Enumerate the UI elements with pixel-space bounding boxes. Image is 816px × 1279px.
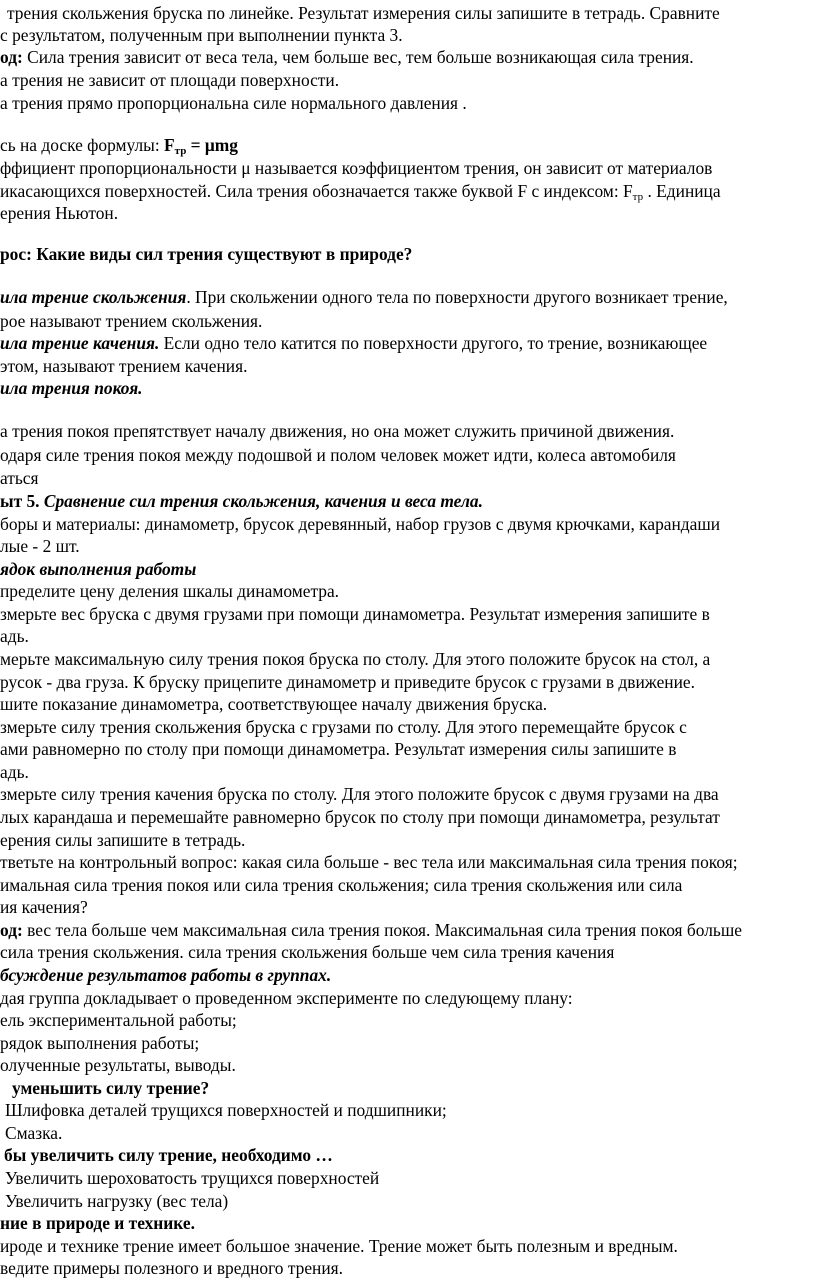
text-run: ироде и технике трение имеет большое значение. Трение может быть полезным и вредным.: [0, 1236, 678, 1256]
text-run: русок - два груза. К бруску прицепите динамометр и приведите брусок с грузами в движение.: [0, 672, 695, 692]
text-run: од:: [0, 47, 23, 67]
text-line: [5, 1167, 379, 1189]
text-line: [0, 444, 676, 466]
text-run: трения скольжения бруска по линейке. Результат измерения силы запишите в тетрадь. Сравните: [7, 3, 720, 23]
text-line: [0, 1009, 237, 1031]
text-run: мерьте максимальную силу трения покоя бруска по столу. Для этого положите брусок на стол, а: [0, 649, 711, 669]
text-run: ила трения покоя.: [0, 378, 143, 398]
text-line: [0, 648, 710, 670]
text-run: ия качения?: [0, 897, 88, 917]
text-run: адь.: [0, 762, 29, 782]
text-run: ила трение качения.: [0, 333, 160, 353]
text-run: одаря силе трения покоя между подошвой и полом человек может идти, колеса автомобиля: [0, 445, 676, 465]
text-line: [0, 513, 720, 535]
text-run: ффициент пропорциональности μ называется коэффициентом трения, он зависит от материалов: [0, 158, 713, 178]
text-line: [0, 1235, 678, 1257]
text-run: икасающихся поверхностей. Сила трения обозначается также буквой F с индексом: F: [0, 181, 633, 201]
text-run: Смазка.: [5, 1123, 63, 1143]
text-line: [0, 851, 738, 873]
text-line: [0, 1032, 199, 1054]
text-run: Увеличить нагрузку (вес тела): [5, 1191, 229, 1211]
text-run: ель экспериментальной работы;: [0, 1010, 237, 1030]
text-line: [0, 874, 682, 896]
text-line: [0, 1212, 195, 1234]
text-run: олученные результаты, выводы.: [0, 1055, 236, 1075]
text-run: дая группа докладывает о проведенном эксперименте по следующему плану:: [0, 988, 573, 1008]
text-run: с результатом, полученным при выполнении пункта 3.: [0, 25, 403, 45]
text-line: [0, 355, 247, 377]
text-line: [0, 243, 412, 265]
text-line: [0, 558, 196, 580]
text-line: [12, 1077, 209, 1099]
text-run: Если одно тело катится по поверхности другого, то трение, возникающее: [159, 333, 708, 353]
text-run: од:: [0, 920, 23, 940]
text-run: . Единица: [643, 181, 721, 201]
text-line: [0, 716, 687, 738]
text-line: [0, 24, 403, 46]
text-run: адь.: [0, 626, 29, 646]
text-line: [0, 286, 728, 308]
text-run: ами равномерно по столу при помощи динамометра. Результат измерения силы запишите в: [0, 739, 677, 759]
text-run: бсуждение результатов работы в группах.: [0, 965, 332, 985]
text-line: [0, 941, 614, 963]
text-line: [0, 69, 339, 91]
text-run: сила трения скольжения. сила трения скольжения больше чем сила трения качения: [0, 942, 615, 962]
text-run: пределите цену деления шкалы динамометра.: [0, 581, 340, 601]
text-line: [0, 580, 339, 602]
text-line: [0, 919, 742, 941]
text-line: [0, 1054, 236, 1076]
text-line: [0, 1257, 343, 1279]
text-line: [0, 535, 80, 557]
text-line: [0, 625, 29, 647]
text-run: боры и материалы: динамометр, брусок деревянный, набор грузов с двумя крючками, карандаши: [0, 514, 721, 534]
text-run: ерения силы запишите в тетрадь.: [0, 830, 246, 850]
text-run: змерьте силу трения качения бруска по столу. Для этого положите брусок с двумя грузами на два: [0, 784, 719, 804]
text-line: [0, 987, 573, 1009]
text-run: тр: [174, 145, 187, 157]
text-run: ыт 5.: [0, 491, 44, 511]
text-run: лых карандаша и перемешайте равномерно брусок по столу при помощи динамометра, результат: [0, 807, 720, 827]
text-run: шите показание динамометра, соответствующее началу движения бруска.: [0, 694, 548, 714]
text-line: [0, 964, 331, 986]
text-line: [0, 671, 695, 693]
text-line: [0, 92, 467, 114]
text-run: тр: [632, 191, 644, 203]
text-run: имальная сила трения покоя или сила трения скольжения; сила трения скольжения или сила: [0, 875, 683, 895]
text-run: ведите примеры полезного и вредного трения.: [0, 1258, 344, 1278]
text-run: ядок выполнения работы: [0, 559, 197, 579]
text-line: [7, 2, 720, 24]
text-run: а трения покоя препятствует началу движения, но она может служить причиной движения.: [0, 421, 675, 441]
text-line: [5, 1122, 62, 1144]
text-run: рядок выполнения работы;: [0, 1033, 200, 1053]
text-line: [0, 46, 694, 68]
text-run: ние в природе и технике.: [0, 1213, 195, 1233]
text-line: [0, 377, 143, 399]
text-line: [0, 332, 707, 354]
text-line: [4, 1144, 333, 1166]
text-line: [0, 490, 483, 512]
text-run: ерения Ньютон.: [0, 203, 119, 223]
text-line: [0, 202, 118, 224]
text-line: [0, 420, 674, 442]
text-run: лые - 2 шт.: [0, 536, 80, 556]
text-run: = μmg: [186, 135, 238, 155]
text-line: [0, 806, 720, 828]
text-line: [5, 1190, 228, 1212]
text-run: тветьте на контрольный вопрос: какая сила больше - вес тела или максимальная сила трения покоя;: [0, 852, 738, 872]
text-line: [0, 761, 29, 783]
text-run: Увеличить шероховатость трущихся поверхностей: [5, 1168, 380, 1188]
text-line: [0, 467, 39, 489]
text-run: а трения не зависит от площади поверхности.: [0, 70, 340, 90]
text-run: рос: Какие виды сил трения существуют в природе?: [0, 244, 413, 264]
text-run: бы увеличить силу трение, необходимо …: [4, 1145, 333, 1165]
text-line: [0, 896, 88, 918]
text-line: [0, 157, 712, 179]
text-run: вес тела больше чем максимальная сила трения покоя. Максимальная сила трения покоя больше: [22, 920, 742, 940]
text-run: Сравнение сил трения скольжения, качения и веса тела.: [43, 491, 483, 511]
text-run: этом, называют трением качения.: [0, 356, 248, 376]
text-line: [0, 738, 676, 760]
text-line: [0, 310, 262, 332]
text-run: аться: [0, 468, 39, 488]
text-line: [0, 603, 710, 625]
text-line: [0, 829, 245, 851]
text-run: F: [164, 135, 175, 155]
text-run: Шлифовка деталей трущихся поверхностей и подшипники;: [5, 1100, 447, 1120]
text-run: Сила трения зависит от веса тела, чем больше вес, тем больше возникающая сила трения.: [22, 47, 694, 67]
text-run: ила трение скольжения: [0, 287, 187, 307]
text-line: [0, 783, 719, 805]
text-run: змерьте силу трения скольжения бруска с грузами по столу. Для этого перемещайте брусок с: [0, 717, 687, 737]
text-run: рое называют трением скольжения.: [0, 311, 263, 331]
text-run: сь на доске формулы:: [0, 135, 165, 155]
text-line: [0, 693, 547, 715]
text-run: змерьте вес бруска с двумя грузами при помощи динамометра. Результат измерения запишите в: [0, 604, 710, 624]
text-run: уменьшить силу трение?: [12, 1078, 210, 1098]
text-line: [5, 1099, 447, 1121]
text-run: а трения прямо пропорциональна силе нормального давления .: [0, 93, 467, 113]
text-run: . При скольжении одного тела по поверхности другого возникает трение,: [186, 287, 728, 307]
